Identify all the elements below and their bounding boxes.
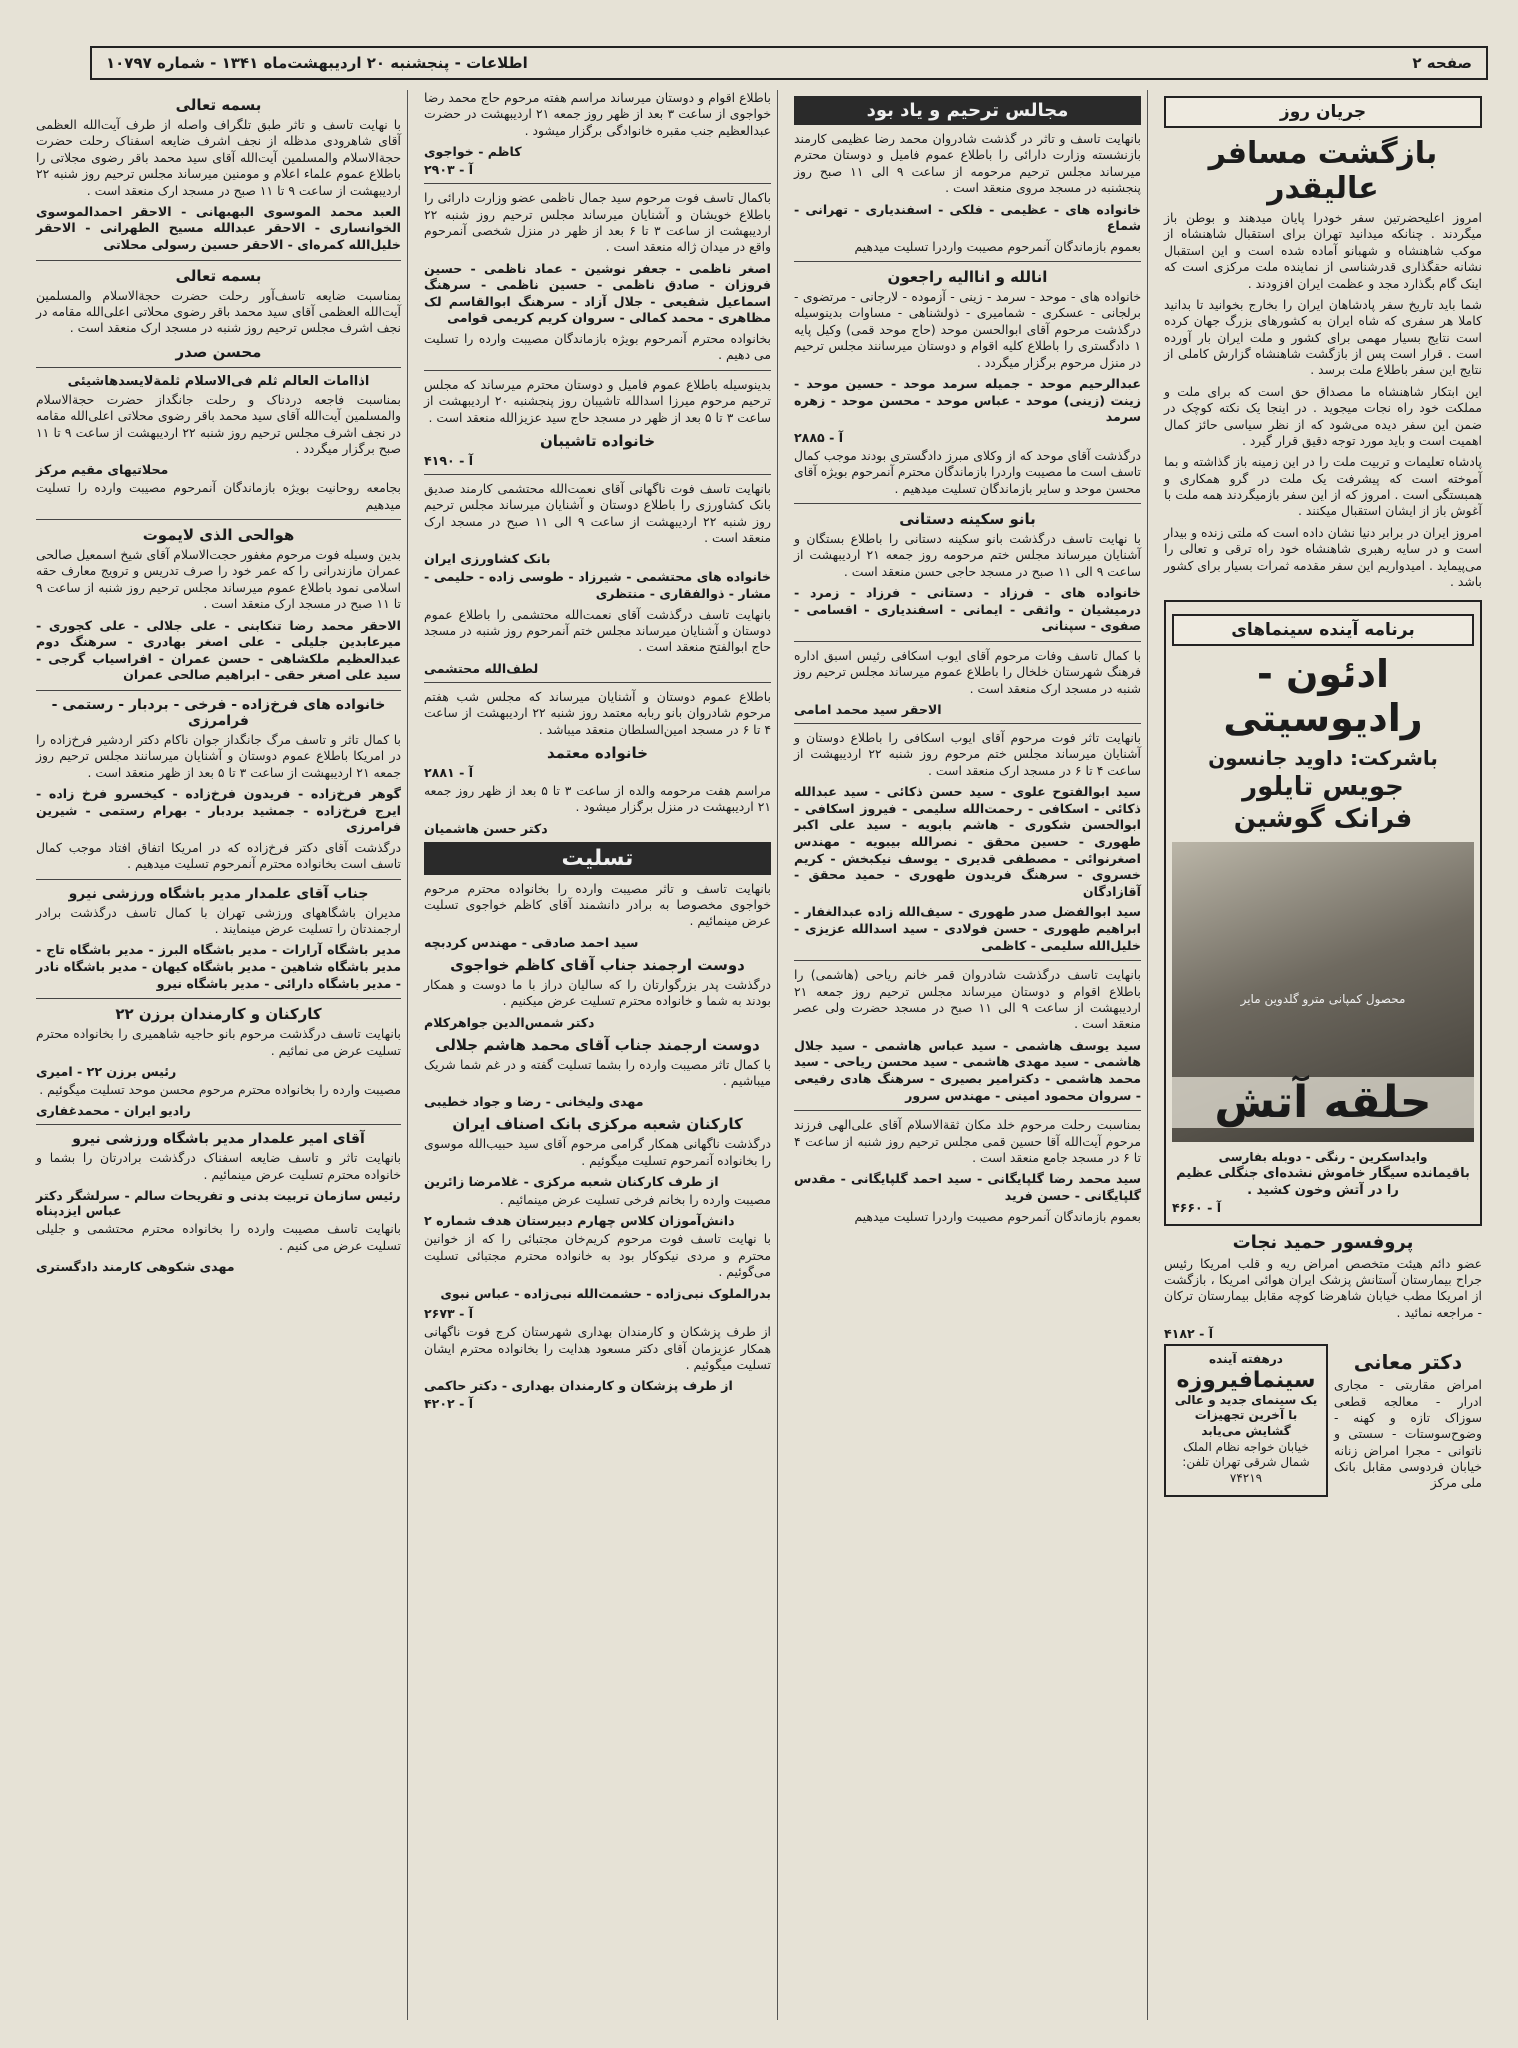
divider xyxy=(424,183,771,184)
divider xyxy=(794,723,1141,724)
divider xyxy=(794,641,1141,642)
poster-credit: محصول کمپانی مترو گلدوین مایر xyxy=(1240,992,1406,1007)
notice-heading: هوالحی الذی لایموت xyxy=(142,526,295,545)
notice-signers: بدرالملوک نبی‌زاده - حشمت‌الله نبی‌زاده - عباس نبوی xyxy=(440,1285,771,1301)
editorial-paragraph: شما باید تاریخ سفر پادشاهان ایران را بخارج بخوانید تا بدانید کاملا هر سفری که شاه ایران به کشورهای بزرگ جهان کرده است نتایج بسیار مهمی برای کشور و ملت ایران بار آورده است . قرار است پس از بازگشت شاهنشاه گزارش کاملی از نتایج این سفر باطلاع ملت برسد . xyxy=(1164,296,1482,378)
notice-heading: انالله و اناالیه راجعون xyxy=(887,268,1048,287)
ad-code: آ - ۴۱۸۲ xyxy=(1164,1326,1214,1342)
notice-signers: عبدالرحیم موحد - جمیله سرمد موحد - حسین موحد - زینت (زینی) موحد - عباس موحد - محسن موحد - زهره سرمد xyxy=(794,375,1141,425)
section-title: مجالس ترحیم و یاد بود xyxy=(794,96,1141,125)
doctor-moani-ad xyxy=(1334,1344,1482,1497)
notice-text: بانهایت تاسف فوت ناگهانی آقای نعمت‌الله محتشمی کارمند صدیق بانک کشاورزی را باطلاع دوستان و آشنایان میرساند مجلس ترحیم روز شنبه ۲۲ اردیبهشت از ساعت ۹ الی ۱۱ صبح در مسجد ارک منعقد است . xyxy=(424,480,771,546)
column-memorials xyxy=(788,90,1148,2020)
notice-signer: خانواده معتمد xyxy=(547,743,648,762)
ad-code: آ - ۲۶۷۳ xyxy=(424,1306,474,1322)
cinema-cast-intro: باشرکت: داوید جانسون xyxy=(1208,746,1438,771)
notice-heading: اذاامات العالم ثلم فی‌الاسلام ثلمةلایسدهاشیئی xyxy=(67,373,370,389)
film-tagline: باقیمانده سیگار خاموش نشده‌ای جنگلی عظیم را در آتش وخون کشید . xyxy=(1176,1165,1470,1198)
star-name: جویس تایلور xyxy=(1242,772,1404,803)
notice-signers: خانواده های محتشمی - شیرزاد - طوسی زاده - حلیمی - مشار - ذوالفقاری - منتظری xyxy=(424,569,771,602)
notice-text: درگذشت آقای دکتر فرخ‌زاده که در امریکا اتفاق افتاد موجب کمال تاسف است بخانواده محترم آنمرحوم تسلیت میدهیم . xyxy=(36,839,401,872)
notice-heading: دوست ارجمند جناب آقای محمد هاشم جلالی xyxy=(435,1035,760,1054)
editorial-paragraph: امروز ایران در برابر دنیا نشان داده است که ملتی زنده و بیدار است و در سایه رهبری شاهنشاه خود راه ترقی و تعالی را می‌پیماید . امیدواریم این سفر مقدمه ثمرات بسیار برای کشور باشد . xyxy=(1164,524,1482,589)
notice-signers: العبد محمد الموسوی البهبهانی - الاحقر احمدالموسوی الخوانساری - الاحقر عبدالله مسیح الطهرانی - الاحقر خلیل‌الله کمره‌ای - الاحقر حسین رسولی محلاتی xyxy=(36,203,401,253)
notice-signer: از طرف کارکنان شعبه مرکزی - غلامرضا زائرین xyxy=(424,1174,719,1190)
notice-text: باکمال تاسف فوت مرحوم سید جمال ناظمی عضو وزارت دارائی را باطلاع خویشان و آشنایان میرساند مجلس ترحیم روز شنبه ۲۲ اردیبهشت از ساعت ۳ تا ۶ بعد از ظهر در منزل شخصی آنمرحوم واقع در میدان ژاله منعقد است . xyxy=(424,190,771,255)
ad-cinema-name: سینمافیروزه xyxy=(1176,1367,1316,1393)
film-title: حلقه آتش xyxy=(1172,1077,1474,1128)
notice-text: بمناسبت رحلت مرحوم خلد مکان ثقةالاسلام آقای علی‌الهی فرزند مرحوم آیت‌الله آقا حسین قمی مجلس ترحیم روز شنبه از ساعت ۴ تا ۶ در مسجد جامع منعقد است . xyxy=(794,1117,1141,1165)
divider xyxy=(36,690,401,691)
notice-text: بانهایت تاسف مصیبت وارده را بخانواده محترم محتشمی و جلیلی تسلیت عرض می کنیم . xyxy=(36,1221,401,1253)
notice-text: باطلاع اقوام و دوستان میرساند مراسم هفته مرحوم حاج محمد رضا خواجوی از ساعت ۳ بعد از ظهر روز جمعه ۲۱ اردیبهشت در حضرت عبدالعظیم جنب مقبره خانوادگی برگزار میشود . xyxy=(424,90,771,138)
ad-code: آ - ۲۸۸۵ xyxy=(794,429,844,445)
notice-signer: محسن صدر xyxy=(175,342,262,361)
notice-heading: دوست ارجمند جناب آقای کاظم خواجوی xyxy=(450,955,745,974)
notice-heading: آقای امیر علمدار مدیر باشگاه ورزشی نیرو xyxy=(72,1131,365,1148)
notice-signer: از طرف پزشکان و کارمندان بهداری - دکتر حاکمی xyxy=(424,1378,733,1394)
ad-next-week: درهفته آینده xyxy=(1209,1352,1283,1367)
notice-signer: رئیس برزن ۲۲ - امیری xyxy=(36,1064,177,1080)
ad-code: آ - ۴۲۰۲ xyxy=(424,1396,474,1412)
ad-address: خیابان خواجه نظام الملک شمال شرقی تهران تلفن: ۷۴۲۱۹ xyxy=(1182,1439,1310,1485)
ad-code: آ - ۲۹۰۳ xyxy=(424,162,474,178)
notice-signer: دکتر شمس‌الدین جواهرکلام xyxy=(424,1014,595,1030)
divider xyxy=(794,503,1141,504)
notice-heading: بانو سکینه دستانی xyxy=(899,509,1036,528)
divider xyxy=(36,260,401,261)
divider xyxy=(36,519,401,520)
divider xyxy=(794,960,1141,961)
notice-text: بانهایت تاسف درگذشت مرحوم بانو حاجیه شاهمیری را بخانواده محترم تسلیت عرض می نمائیم . xyxy=(36,1026,401,1058)
notice-text: بمناسبت فاجعه دردناک و رحلت جانگداز حضرت حجةالاسلام والمسلمین آیت‌الله آقای سید محمد باقر رضوی محلاتی اعلی‌الله مقامه در نجف اشرف مجلس ترحیم روز شنبه ۲۲ اردیبهشت از ساعت ۹ تا ۱۱ صبح برگزار میگردد . xyxy=(36,391,401,456)
notice-signers: سید ابوالفتوح علوی - سید حسن ذکائی - سید عبدالله ذکائی - اسکافی - رحمت‌الله سلیمی - فیروز اسکافی - ابوالحسن شکوری - هاشم بابویه - سید علی اکبر طهوری - حسین محقق - نصرالله بیبویه - مهندس اصغرنوائی - مصطفی قدیری - یوسف نیکبخش - کریم خسروی - سرهنگ فریدون طهوری - حمید محقق - آقازادگان xyxy=(794,784,1141,899)
notice-signers: سید ابوالفضل صدر طهوری - سیف‌الله زاده عبدالغفار - ابراهیم طهوری - حسن فولادی - سید اسدالله عزیزی - خلیل‌الله سلیمی - کاظمی xyxy=(794,904,1141,953)
notice-text: از طرف پزشکان و کارمندان بهداری شهرستان کرج فوت ناگهانی همکار عزیزمان آقای دکتر مسعود هدایت را بخانواده محترم ایشان تسلیت میگوئیم . xyxy=(424,1324,771,1372)
notice-text: با نهایت تاسف درگذشت بانو سکینه دستانی را باطلاع بستگان و آشنایان میرساند مجلس ختم مرحومه روز جمعه ۲۱ اردیبهشت از ساعت ۹ الی ۱۱ صبح در مسجد حاجی حسن منعقد است . xyxy=(794,530,1141,579)
notice-heading: خانواده های فرخ‌زاده - فرخی - بردبار - رستمی - فرامرزی xyxy=(51,697,386,730)
divider xyxy=(36,1124,401,1125)
notice-signer: الاحقر سید محمد امامی xyxy=(794,702,942,717)
notice-text: بمناسبت ضایعه تاسف‌آور رحلت حضرت حجةالاسلام والمسلمین آیت‌الله العظمی آقای سید محمد باقر رضوی محلاتی اعلی‌الله مقامه در نجف اشرف مجلس ترحیم روز شنبه در مسجد ارک منعقد است . xyxy=(36,287,401,336)
film-poster-image xyxy=(1172,842,1474,1142)
notice-signer: مهدی شکوهی کارمند دادگستری xyxy=(36,1258,235,1274)
notice-text: مدیران باشگاههای ورزشی تهران با کمال تاسف درگذشت برادر ارجمندتان را تسلیت عرض مینمایند . xyxy=(36,904,401,937)
column-religious-notices xyxy=(30,90,408,2020)
divider xyxy=(424,474,771,475)
notice-signers: سید محمد رضا گلپایگانی - سید احمد گلپایگانی - مقدس گلپایگانی - حسن فرید xyxy=(794,1171,1141,1203)
notice-heading: بسمه تعالی xyxy=(175,96,262,114)
notice-text: بعموم بازماندگان آنمرحوم مصیبت واردرا تسلیت میدهیم xyxy=(854,1208,1141,1224)
column-editorial xyxy=(1158,90,1488,2020)
notice-text: بانهایت تاسف درگذشت آقای نعمت‌الله محتشمی را باطلاع عموم دوستان و آشنایان میرساند مجلس ختم آنمرحوم روز شنبه در مسجد حاج ابوالفتح منعقد است . xyxy=(424,606,771,655)
notice-signers: اصغر ناظمی - جعفر نوشین - عماد ناظمی - حسین فروزان - صادق ناظمی - حسین ناظمی - سرهنگ اسماعیل شفیعی - جلال آزاد - سرهنگ ابوالقاسم لک مظاهری - محمد کمالی - سروان کریم کریمی قوامی xyxy=(424,260,771,326)
notice-signer: سید احمد صادقی - مهندس کردبچه xyxy=(424,934,639,950)
notice-signer: بانک کشاورزی ایران xyxy=(424,551,551,567)
divider xyxy=(424,682,771,683)
notice-signer: محلاتیهای مقیم مرکز xyxy=(36,462,169,478)
notice-text: بانهایت تاثر و تاسف ضایعه اسفناک درگذشت برادرتان را بشما و خانواده محترم تسلیت عرض مینمائیم . xyxy=(36,1150,401,1182)
notice-heading: کارکنان شعبه مرکزی بانک اصناف ایران xyxy=(452,1115,743,1134)
notice-text: با کمال تاسف وفات مرحوم آقای ایوب اسکافی رئیس اسبق اداره فرهنگ شهرستان خلخال را باطلاع عموم میرساند مجلس ترحیم روز شنبه در مسجد ارک منعقد است . xyxy=(794,647,1141,696)
editorial-paragraph: امروز اعلیحضرتین سفر خودرا پایان میدهند و بوطن باز میگردند . چنانکه میدانید تهران برای استقبال شاهنشاه از موکب شاهنشاه و شهبانو آماده شده است و این استقبال نشانه حقگذاری قدرشناسی از نماینده ملت مرکزی است که اینک گام بگذارد مجد و عظمت ایران افزودند . xyxy=(1164,210,1482,291)
doctor-ad-text: امراض مقاربتی - مجاری ادرار - معالجه قطعی سوزاک تازه و کهنه - وضوح‌سوستات - سستی و ناتوانی - مجرا امراض زنانه خیابان فردوسی مقابل بانک ملی مرکز xyxy=(1334,1377,1482,1491)
notice-signers: خانواده های - فرزاد - دستانی - فرزاد - زمرد - درمیشیان - واثقی - ایمانی - اسفندیاری - اقسامی - صفوی - سپنانی xyxy=(794,585,1141,634)
notice-heading: جناب آقای علمدار مدیر باشگاه ورزشی نیرو xyxy=(68,885,369,902)
notice-text: مصیبت وارده را بخانواده محترم مرحوم محسن موحد تسلیت میگوئیم . xyxy=(39,1082,401,1098)
notice-text: با نهایت تاسف فوت مرحوم کریم‌خان مجتبائی را که از خوانین محترم و مردی نیکوکار بود به خانواده محترم مجتبائی تسلیت می‌گوئیم . xyxy=(424,1231,771,1280)
ad-code: آ - ۴۱۹۰ xyxy=(424,452,474,468)
doctor-ad-title: دکتر معانی xyxy=(1353,1350,1463,1375)
notice-text: بانهایت تاسف و تاثر مصیبت وارده را بخانواده محترم مرحوم خواجوی مخصوصا به برادر دانشمند آقای کاظم خواجوی تسلیت عرض مینمائیم . xyxy=(424,880,771,929)
notice-signer: دکتر حسن هاشمیان xyxy=(424,820,548,836)
editorial-paragraph: این ابتکار شاهنشاه ما مصداق حق است که برای ملت و مملکت خود راه نجات میجوید . در اینجا یک نکته کوچک در ضمن این سفر دیده می‌شود که از نظر سیاسی حائز کمال اهمیت است و باید مورد توجه دقیق قرار گیرد . xyxy=(1164,383,1482,448)
doctor-ad-title: پروفسور حمید نجات xyxy=(1232,1231,1414,1253)
notice-text: بجامعه روحانیت بویژه بازماندگان آنمرحوم مصیبت وارده را تسلیت میدهیم xyxy=(36,480,401,512)
notice-text: با کمال تاثر و تاسف مرگ جانگداز جوان ناکام دکتر اردشیر فرخ‌زاده را در امریکا باطلاع عموم دوستان و آشنایان میرسانند مجلس ترحیم روز جمعه ۲۱ اردیبهشت از ساعت ۳ تا ۵ بعد از ظهر منعقد است . xyxy=(36,732,401,780)
editorial-paragraph: پادشاه تعلیمات و تربیت ملت را در این زمینه باز گذاشته و بما آموخته است که پیشرفت یک ملت در گرو همکاری و همبستگی است . امروز که از این سفر بازمیگردند همه ملت با آغوش باز از ایشان استقبال میکنند . xyxy=(1164,454,1482,519)
newspaper-page xyxy=(30,40,1488,2020)
notice-signer: کاظم - خواجوی xyxy=(424,144,522,160)
notice-signers: مدیر باشگاه آرارات - مدیر باشگاه البرز - مدیر باشگاه تاج - مدیر باشگاه شاهین - مدیر باشگاه کیهان - مدیر باشگاه نادر - مدیر باشگاه دارائی - مدیر باشگاه نیرو xyxy=(36,942,401,991)
column-box-title: جریان روز xyxy=(1164,96,1482,128)
notice-text: بعموم بازماندگان آنمرحوم مصیبت واردرا تسلیت میدهیم xyxy=(854,238,1141,254)
notice-text: درگذشت ناگهانی همکار گرامی مرحوم آقای سید حبیب‌الله موسوی را بخانواده آنمرحوم تسلیت میگوئیم . xyxy=(424,1136,771,1168)
notice-text: بدینوسیله باطلاع عموم فامیل و دوستان محترم میرساند که مجلس ترحیم مرحوم میرزا اسدالله تاشیبان روز پنجشنبه ۲۰ اردیبهشت از ساعت ۳ تا ۵ بعد از ظهر در مسجد حاج سید عزیزالله منعقد است . xyxy=(424,376,771,425)
bottom-ads xyxy=(1164,1344,1482,1497)
cinema-names: ادئون - رادیوسیتی xyxy=(1223,652,1423,741)
notice-text: درگذشت پدر بزرگوارتان را که سالیان دراز با ما دوست و همکار بودند به شما و خانواده محترم تسلیت عرض میکنیم . xyxy=(424,976,771,1009)
notice-text: با کمال تاثر مصیبت وارده را بشما تسلیت گفته و در غم شما شریک میباشیم . xyxy=(424,1056,771,1088)
notice-text: خانواده های - موحد - سرمد - زینی - آزموده - لارجانی - مرتضوی - برلجانی - عسکری - شمامیری - ذولشناهی - مساوات بدینوسیله درگذشت مرحوم آقای ابوالحسن موحد (حاج موحد قمی) وکیل پایه ۱ دادگستری را باطلاع کلیه اقوام و دوستان میرسانند مجلس ترحیم در منزل مرحوم برگزار میگردد . xyxy=(794,289,1141,370)
divider xyxy=(794,1110,1141,1111)
cinema-advertisement xyxy=(1164,600,1482,1225)
notice-signer: لطف‌الله محتشمی xyxy=(424,660,539,676)
notice-signers: گوهر فرخ‌زاده - فریدون فرخ‌زاده - کیخسرو فرخ زاده - ایرج فرخ‌زاده - جمشید بردبار - بهرام رستمی - شیرین فرامرزی xyxy=(36,786,401,835)
notice-text: بانهایت تاسف و تاثر در گذشت شادروان محمد رضا عظیمی کارمند بازنشسته وزارت دارائی را باطلاع عموم فامیل و دوستان محترم میرساند مجلس ترحیم مرحومه از ساعت ۹ الی ۱۱ صبح روز پنجشنبه در مسجد مروی منعقد است . xyxy=(794,131,1141,196)
page-header xyxy=(90,46,1488,80)
section-title: تسلیت xyxy=(424,842,771,875)
page-number: صفحه ۲ xyxy=(1412,54,1472,72)
notice-signers: الاحقر محمد رضا تنکابنی - علی جلالی - علی کجوری - میرعابدین جلیلی - علی اصغر بهادری - سرهنگ دوم عبدالعظیم ملکشاهی - حسن عمران - افراسیاب گرجی - سید علی اصغر حقی - ابراهیم صالحی عمران xyxy=(36,617,401,683)
notice-signers: خانواده های - عظیمی - فلکی - اسفندیاری - تهرانی - شماع xyxy=(794,201,1141,234)
divider xyxy=(36,367,401,368)
issue-meta: اطلاعات - پنجشنبه ۲۰ اردیبهشت‌ماه ۱۳۴۱ - شماره ۱۰۷۹۷ xyxy=(106,54,528,72)
notice-text: مراسم هفت مرحومه والده از ساعت ۳ تا ۵ بعد از ظهر روز جمعه ۲۱ اردیبهشت در منزل برگزار میشود . xyxy=(424,782,771,815)
divider xyxy=(424,370,771,371)
notice-text: باطلاع عموم دوستان و آشنایان میرساند که مجلس شب هفتم مرحوم شادروان بانو ربابه معتمد روز شنبه ۲۲ اردیبهشت از ساعت ۴ تا ۶ در مسجد امین‌السلطان منعقد میباشد . xyxy=(424,688,772,737)
ad-code: آ - ۴۶۶۰ xyxy=(1172,1199,1222,1215)
divider xyxy=(36,879,401,880)
cinema-box-title: برنامه آینده سینماهای xyxy=(1172,614,1474,646)
notice-text: بدین وسیله فوت مرحوم مغفور حجت‌الاسلام آقای شیخ اسمعیل صالحی عمران مازندرانی را که عمر خود را صرف تدریس و ترویج معارف حقه اسلامی نمود باطلاع عموم میرساند مجلس ترحیم روز شنبه از ساعت ۹ تا ۱۱ صبح در مسجد ارک منعقد است . xyxy=(36,547,401,612)
divider xyxy=(36,998,401,999)
ad-line: یک سینمای جدید و عالی با آخرین تجهیزات گشایش می‌یابد xyxy=(1174,1392,1318,1438)
notice-signer: مهدی ولیخانی - رضا و جواد خطیبی xyxy=(424,1094,644,1110)
divider xyxy=(794,261,1141,262)
notice-text: بانهایت تاسف درگذشت شادروان قمر خانم ریاحی (هاشمی) را باطلاع اقوام و دوستان میرساند مجلس ترحیم روز جمعه ۲۱ اردیبهشت از ساعت ۹ الی ۱۱ صبح در مسجد حضرت ولی عصر منعقد است . xyxy=(794,967,1141,1032)
notice-signer: خانواده تاشیبان xyxy=(539,431,656,450)
notice-text: درگذشت آقای موحد که از وکلای مبرز دادگستری بودند موجب کمال تاسف است ما مصیبت واردرا بازماندگان محترم آنمرحوم بویژه آقای محسن موحد و سایر بازماندگان تسلیت میدهیم . xyxy=(794,447,1141,496)
notice-signer: دانش‌آموزان کلاس چهارم دبیرستان هدف شماره ۲ xyxy=(424,1213,735,1229)
cinema-firouzeh-ad xyxy=(1164,1344,1328,1497)
editorial-title: بازگشت مسافر عالیقدر xyxy=(1208,136,1438,206)
ad-code: آ - ۲۸۸۱ xyxy=(424,764,474,780)
notice-signers: سید یوسف هاشمی - سید عباس هاشمی - سید جلال هاشمی - سید مهدی هاشمی - سید محسن ریاحی - سید محمد هاشمی - دکترامیر بصیری - سرهنگ هادی رفیعی - سروان محمود امینی - مهندس سرور xyxy=(794,1037,1141,1103)
notice-heading: کارکنان و کارمندان برزن ۲۲ xyxy=(115,1005,322,1024)
notice-signer: رادیو ایران - محمدغفاری xyxy=(36,1103,191,1119)
notice-text: با نهایت تاسف و تاثر طبق تلگراف واصله از طرف آیت‌الله العظمی آقای شاهرودی مدظله از نجف اشرف ضایعه اسفناک رحلت حضرت حجةالاسلام والمسلمین آیت‌الله آقای سید محمد باقر رضوی مجلاتی را باطلاع عموم علماء اعلام و مومنین میرساند مجلس ترحیم روز شنبه ۲۲ اردیبهشت از ساعت ۹ تا ۱۱ صبح در مسجد ارک منعقد است . xyxy=(36,117,401,198)
notice-signer: رئیس سازمان تربیت بدنی و تفریحات سالم - سرلشگر دکتر عباس ایزدپناه xyxy=(36,1188,401,1219)
notice-text: مصیبت وارده را بخانم فرخی تسلیت عرض مینمائیم . xyxy=(499,1192,771,1208)
doctor-ad-text: عضو دائم هیئت متخصص امراض ریه و قلب امریکا رئیس جراح بیمارستان آستانش پزشک ایران هوائی امریکا ، بازگشت از امریکا مطب خیابان شاهرضا کوچه مقابل بیمارستان ترکان - مراجعه نمائید . xyxy=(1164,1255,1482,1320)
notice-text: بانهایت تاثر فوت مرحوم آقای ایوب اسکافی را باطلاع دوستان و آشنایان میرساند مجلس ختم مرحوم روز شنبه ۲۲ اردیبهشت از ساعت ۴ تا ۶ در مسجد ارک منعقد است . xyxy=(794,730,1141,778)
column-notices xyxy=(418,90,778,2020)
notice-text: بخانواده محترم آنمرحوم بویژه بازماندگان مصیبت وارده را تسلیت می دهیم . xyxy=(424,331,771,363)
film-format: وایداسکرین - رنگی - دوبله بفارسی xyxy=(1218,1150,1428,1165)
star-name: فرانک گوشین xyxy=(1233,804,1413,835)
notice-heading: بسمه تعالی xyxy=(175,266,262,285)
